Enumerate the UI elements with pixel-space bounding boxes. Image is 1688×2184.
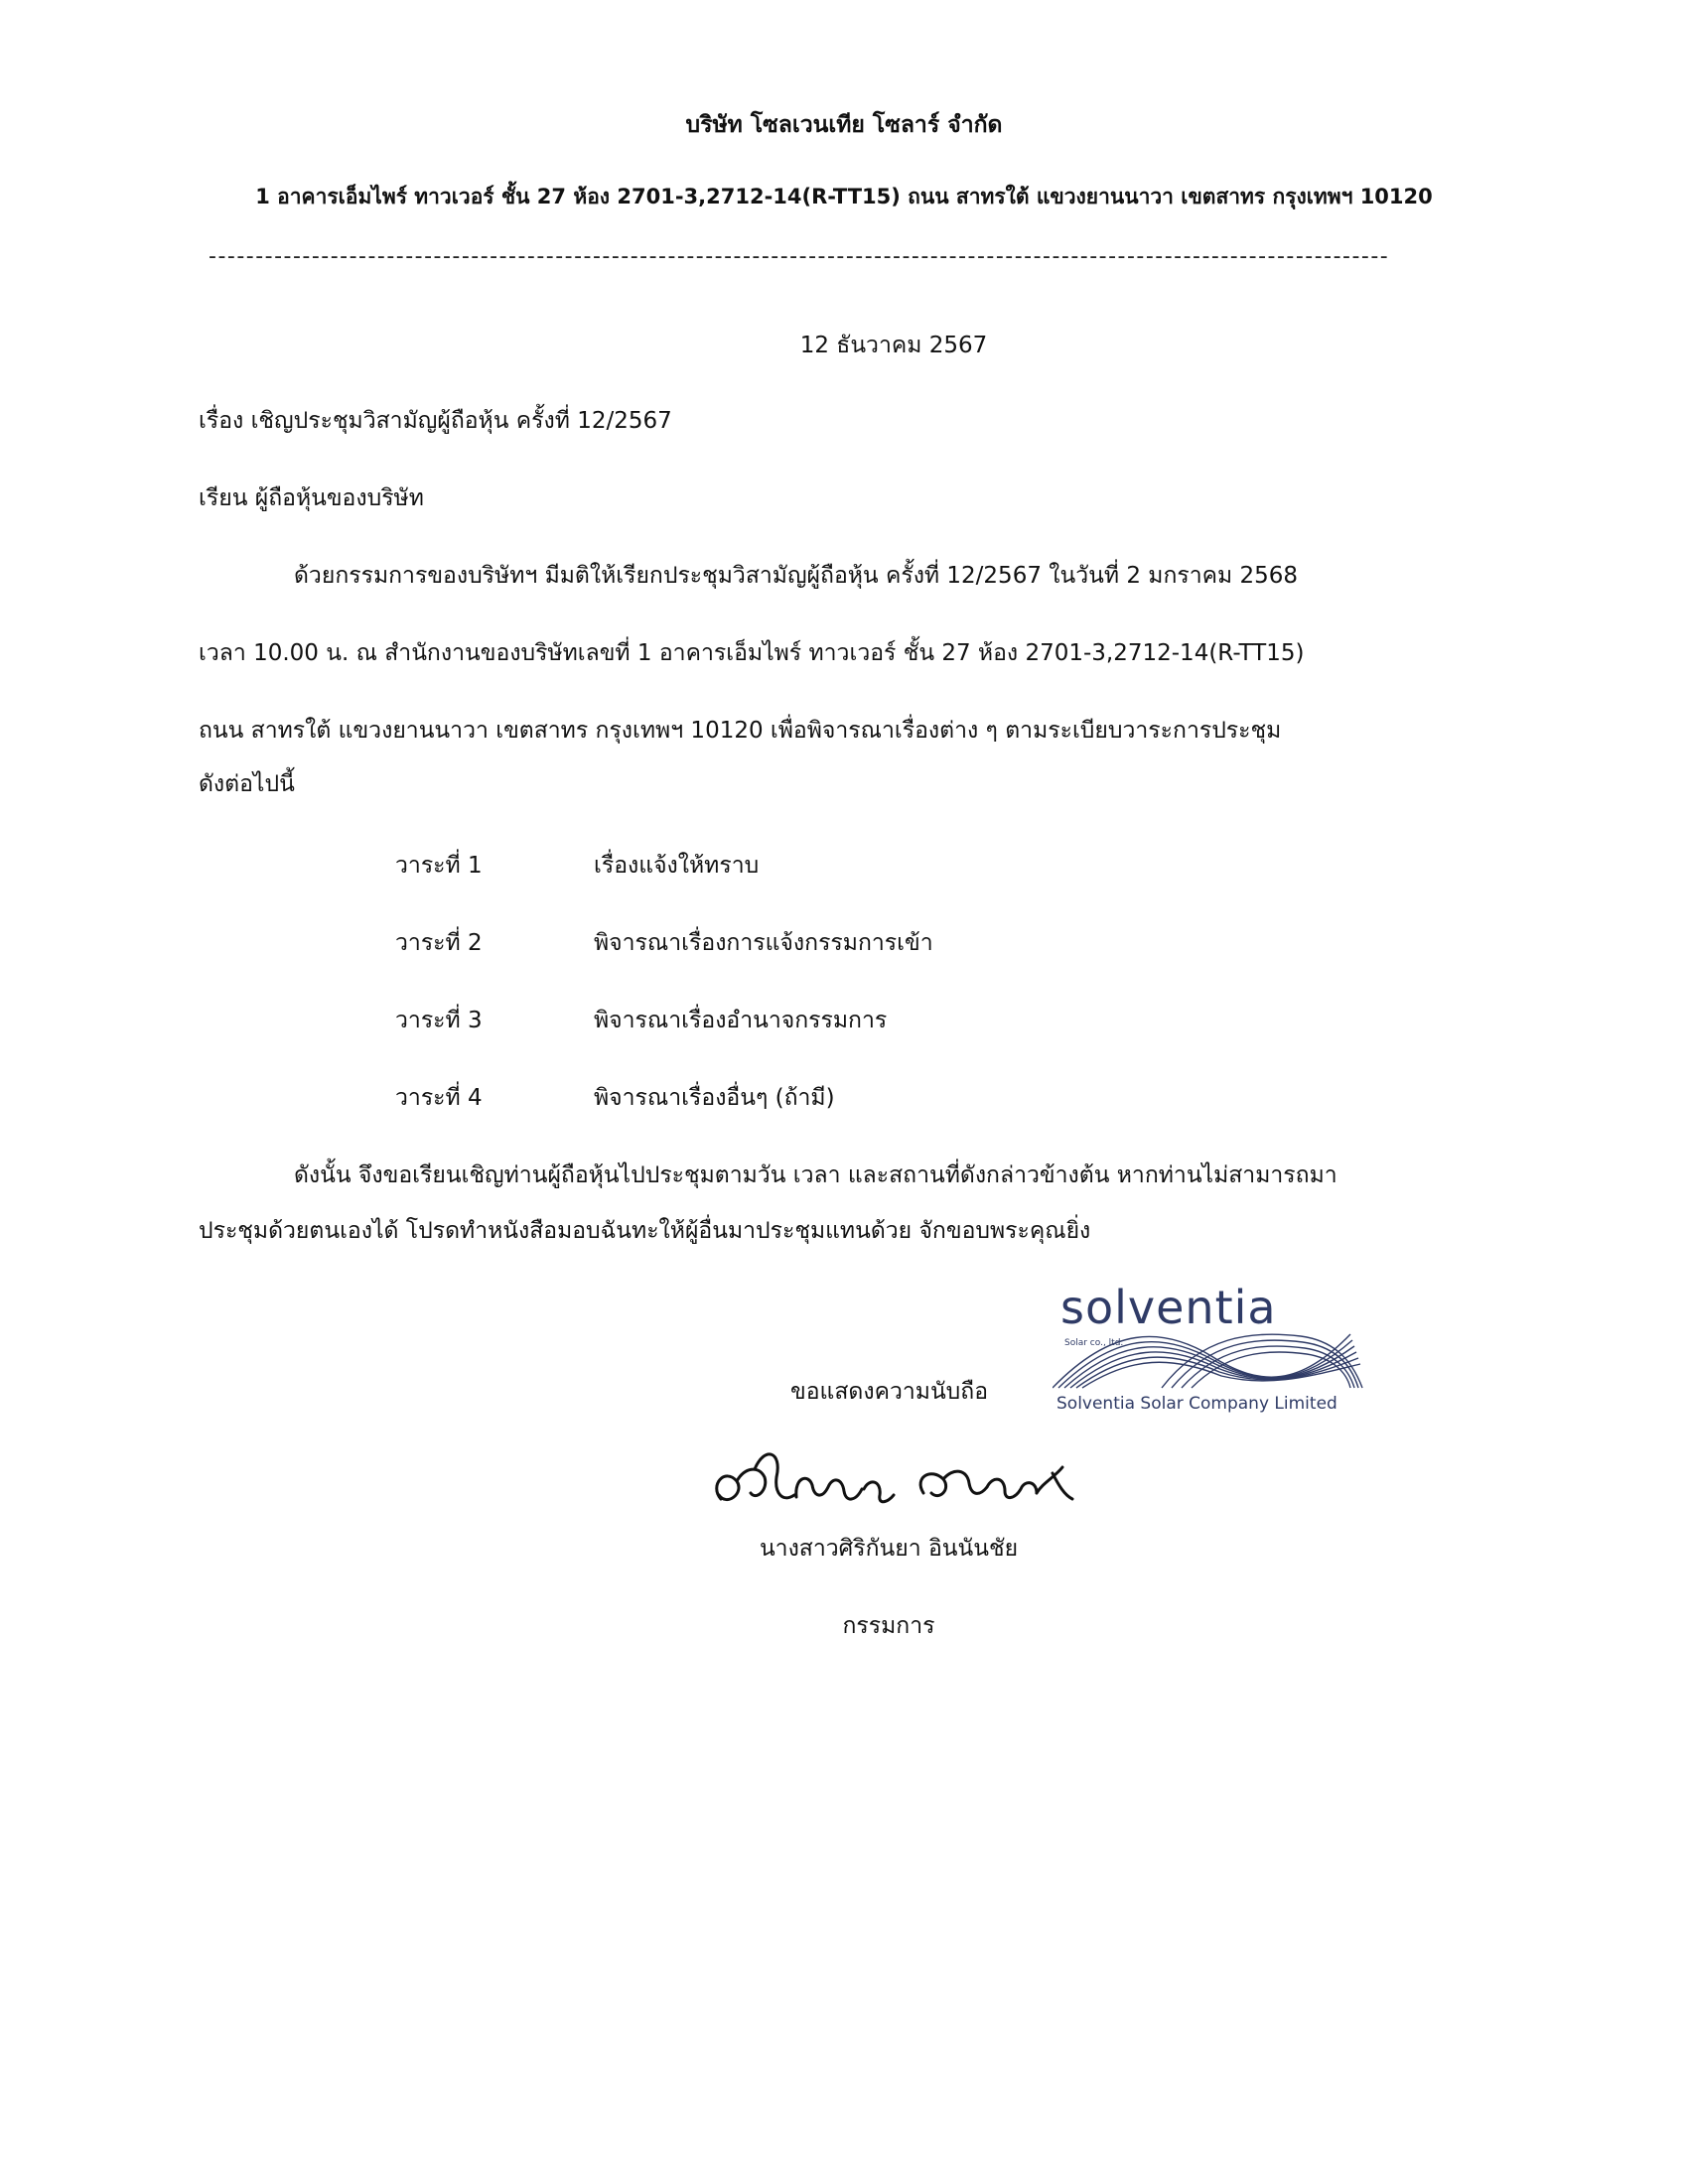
company-name: บริษัท โซลเวนเทีย โซลาร์ จำกัด	[685, 112, 1003, 138]
agenda-number: วาระที่ 1	[395, 853, 483, 879]
closing-salutation: ขอแสดงความนับถือ	[790, 1379, 989, 1405]
body-line-2: เวลา 10.00 น. ณ สำนักงานของบริษัทเลขที่ 1 อาคารเอ็มไพร์ ทาวเวอร์ ชั้น 27 ห้อง 2701-3,2712-14(R-TT15)	[199, 640, 1305, 666]
stamp-caption: Solventia Solar Company Limited	[1056, 1394, 1337, 1414]
letter-date: 12 ธันวาคม 2567	[799, 333, 988, 358]
stamp-sub: Solar co., ltd.	[1064, 1338, 1124, 1348]
company-stamp	[1053, 1281, 1370, 1430]
body-line-4: ดังต่อไปนี้	[199, 771, 295, 797]
salutation-line: เรียน ผู้ถือหุ้นของบริษัท	[199, 485, 424, 511]
agenda-item: พิจารณาเรื่องอื่นๆ (ถ้ามี)	[594, 1085, 835, 1111]
handwritten-signature	[705, 1437, 1082, 1527]
separator-line: ------------------------------------------------------------------------------------------------------------------------------	[209, 244, 1390, 266]
closing-line-2: ประชุมด้วยตนเองได้ โปรดทำหนังสือมอบฉันทะให้ผู้อื่นมาประชุมแทนด้วย จักขอบพระคุณยิ่ง	[199, 1218, 1091, 1244]
agenda-item: เรื่องแจ้งให้ทราบ	[594, 853, 760, 879]
subject-line: เรื่อง เชิญประชุมวิสามัญผู้ถือหุ้น ครั้งที่ 12/2567	[199, 408, 672, 434]
agenda-item: พิจารณาเรื่องการแจ้งกรรมการเข้า	[594, 930, 933, 956]
signatory-name: นางสาวศิริกันยา อินนันชัย	[759, 1536, 1019, 1562]
agenda-number: วาระที่ 2	[395, 930, 483, 956]
body-line-1: ด้วยกรรมการของบริษัทฯ มีมติให้เรียกประชุมวิสามัญผู้ถือหุ้น ครั้งที่ 12/2567 ในวันที่ 2 มกราคม 2568	[294, 563, 1299, 589]
signatory-position: กรรมการ	[842, 1613, 935, 1639]
stamp-brand: solventia	[1060, 1281, 1277, 1334]
wave-logo-icon	[1053, 1326, 1370, 1396]
agenda-number: วาระที่ 4	[395, 1085, 483, 1111]
agenda-item: พิจารณาเรื่องอำนาจกรรมการ	[594, 1008, 888, 1033]
company-address: 1 อาคารเอ็มไพร์ ทาวเวอร์ ชั้น 27 ห้อง 2701-3,2712-14(R-TT15) ถนน สาทรใต้ แขวงยานนาวา เขตสาทร กรุงเทพฯ 10120	[255, 185, 1433, 208]
agenda-number: วาระที่ 3	[395, 1008, 483, 1033]
closing-line-1: ดังนั้น จึงขอเรียนเชิญท่านผู้ถือหุ้นไปประชุมตามวัน เวลา และสถานที่ดังกล่าวข้างต้น หากท่านไม่สามารถมา	[294, 1162, 1337, 1188]
body-line-3: ถนน สาทรใต้ แขวงยานนาวา เขตสาทร กรุงเทพฯ 10120 เพื่อพิจารณาเรื่องต่าง ๆ ตามระเบียบวาระการประชุม	[199, 718, 1282, 744]
